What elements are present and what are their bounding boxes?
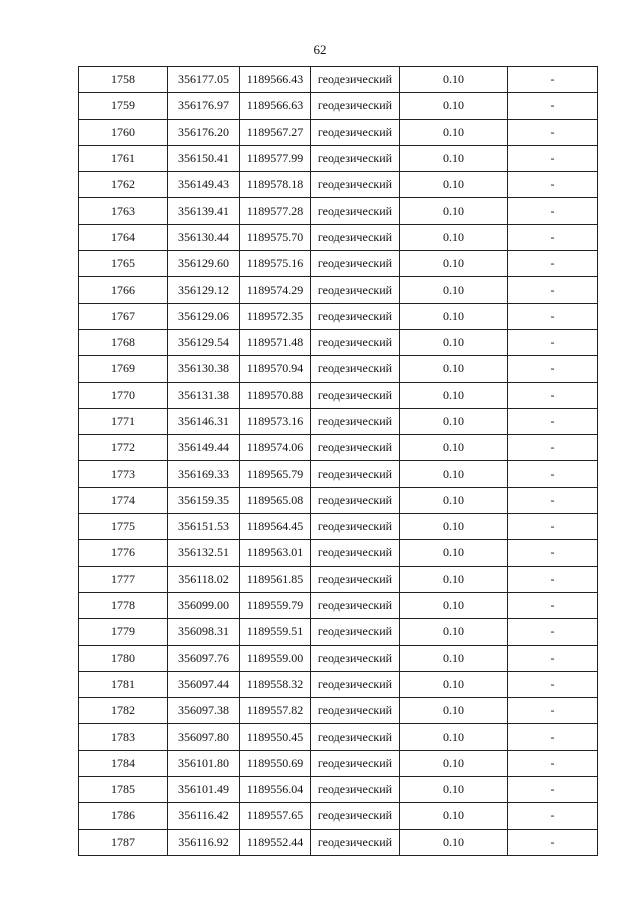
method-cell: геодезический <box>311 303 400 329</box>
point-number-cell: 1758 <box>79 67 168 93</box>
accuracy-cell: 0.10 <box>400 119 508 145</box>
method-cell: геодезический <box>311 172 400 198</box>
method-cell: геодезический <box>311 408 400 434</box>
table-row <box>79 172 598 198</box>
accuracy-cell: 0.10 <box>400 461 508 487</box>
point-number-cell: 1766 <box>79 277 168 303</box>
y-coordinate-cell: 1189577.28 <box>240 198 311 224</box>
y-coordinate-cell: 1189577.99 <box>240 145 311 171</box>
accuracy-cell: 0.10 <box>400 277 508 303</box>
point-number-cell: 1767 <box>79 303 168 329</box>
accuracy-cell: 0.10 <box>400 224 508 250</box>
table-row <box>79 487 598 513</box>
accuracy-cell: 0.10 <box>400 566 508 592</box>
x-coordinate-cell: 356149.44 <box>168 435 240 461</box>
method-cell: геодезический <box>311 724 400 750</box>
accuracy-cell: 0.10 <box>400 540 508 566</box>
note-cell: - <box>508 487 598 513</box>
x-coordinate-cell: 356097.80 <box>168 724 240 750</box>
table-row <box>79 645 598 671</box>
method-cell: геодезический <box>311 803 400 829</box>
point-number-cell: 1774 <box>79 487 168 513</box>
note-cell: - <box>508 93 598 119</box>
accuracy-cell: 0.10 <box>400 829 508 855</box>
x-coordinate-cell: 356099.00 <box>168 592 240 618</box>
method-cell: геодезический <box>311 224 400 250</box>
table-row <box>79 592 598 618</box>
point-number-cell: 1759 <box>79 93 168 119</box>
accuracy-cell: 0.10 <box>400 145 508 171</box>
table-row <box>79 803 598 829</box>
point-number-cell: 1787 <box>79 829 168 855</box>
x-coordinate-cell: 356097.38 <box>168 698 240 724</box>
y-coordinate-cell: 1189574.29 <box>240 277 311 303</box>
note-cell: - <box>508 724 598 750</box>
x-coordinate-cell: 356130.38 <box>168 356 240 382</box>
x-coordinate-cell: 356176.20 <box>168 119 240 145</box>
method-cell: геодезический <box>311 540 400 566</box>
note-cell: - <box>508 540 598 566</box>
note-cell: - <box>508 671 598 697</box>
x-coordinate-cell: 356129.12 <box>168 277 240 303</box>
table-row <box>79 750 598 776</box>
x-coordinate-cell: 356129.54 <box>168 329 240 355</box>
y-coordinate-cell: 1189578.18 <box>240 172 311 198</box>
y-coordinate-cell: 1189561.85 <box>240 566 311 592</box>
accuracy-cell: 0.10 <box>400 671 508 697</box>
method-cell: геодезический <box>311 145 400 171</box>
x-coordinate-cell: 356098.31 <box>168 619 240 645</box>
accuracy-cell: 0.10 <box>400 803 508 829</box>
point-number-cell: 1762 <box>79 172 168 198</box>
method-cell: геодезический <box>311 829 400 855</box>
x-coordinate-cell: 356151.53 <box>168 514 240 540</box>
table-row <box>79 540 598 566</box>
accuracy-cell: 0.10 <box>400 93 508 119</box>
accuracy-cell: 0.10 <box>400 67 508 93</box>
table-row <box>79 435 598 461</box>
y-coordinate-cell: 1189566.43 <box>240 67 311 93</box>
x-coordinate-cell: 356146.31 <box>168 408 240 434</box>
note-cell: - <box>508 592 598 618</box>
x-coordinate-cell: 356129.06 <box>168 303 240 329</box>
note-cell: - <box>508 224 598 250</box>
method-cell: геодезический <box>311 750 400 776</box>
point-number-cell: 1783 <box>79 724 168 750</box>
point-number-cell: 1784 <box>79 750 168 776</box>
y-coordinate-cell: 1189550.69 <box>240 750 311 776</box>
table-row <box>79 408 598 434</box>
note-cell: - <box>508 172 598 198</box>
method-cell: геодезический <box>311 671 400 697</box>
x-coordinate-cell: 356129.60 <box>168 251 240 277</box>
y-coordinate-cell: 1189572.35 <box>240 303 311 329</box>
accuracy-cell: 0.10 <box>400 356 508 382</box>
x-coordinate-cell: 356116.42 <box>168 803 240 829</box>
point-number-cell: 1764 <box>79 224 168 250</box>
note-cell: - <box>508 619 598 645</box>
table-row <box>79 514 598 540</box>
y-coordinate-cell: 1189556.04 <box>240 777 311 803</box>
y-coordinate-cell: 1189563.01 <box>240 540 311 566</box>
y-coordinate-cell: 1189552.44 <box>240 829 311 855</box>
point-number-cell: 1768 <box>79 329 168 355</box>
note-cell: - <box>508 698 598 724</box>
y-coordinate-cell: 1189565.79 <box>240 461 311 487</box>
point-number-cell: 1777 <box>79 566 168 592</box>
point-number-cell: 1775 <box>79 514 168 540</box>
point-number-cell: 1782 <box>79 698 168 724</box>
method-cell: геодезический <box>311 619 400 645</box>
accuracy-cell: 0.10 <box>400 750 508 776</box>
y-coordinate-cell: 1189558.32 <box>240 671 311 697</box>
x-coordinate-cell: 356139.41 <box>168 198 240 224</box>
y-coordinate-cell: 1189573.16 <box>240 408 311 434</box>
accuracy-cell: 0.10 <box>400 724 508 750</box>
note-cell: - <box>508 803 598 829</box>
x-coordinate-cell: 356159.35 <box>168 487 240 513</box>
table-row <box>79 145 598 171</box>
point-number-cell: 1786 <box>79 803 168 829</box>
point-number-cell: 1785 <box>79 777 168 803</box>
accuracy-cell: 0.10 <box>400 198 508 224</box>
y-coordinate-cell: 1189575.70 <box>240 224 311 250</box>
note-cell: - <box>508 329 598 355</box>
note-cell: - <box>508 645 598 671</box>
point-number-cell: 1760 <box>79 119 168 145</box>
x-coordinate-cell: 356101.80 <box>168 750 240 776</box>
table-row <box>79 224 598 250</box>
method-cell: геодезический <box>311 251 400 277</box>
x-coordinate-cell: 356101.49 <box>168 777 240 803</box>
accuracy-cell: 0.10 <box>400 382 508 408</box>
point-number-cell: 1781 <box>79 671 168 697</box>
accuracy-cell: 0.10 <box>400 619 508 645</box>
method-cell: геодезический <box>311 356 400 382</box>
table-row <box>79 777 598 803</box>
note-cell: - <box>508 198 598 224</box>
accuracy-cell: 0.10 <box>400 777 508 803</box>
x-coordinate-cell: 356131.38 <box>168 382 240 408</box>
method-cell: геодезический <box>311 93 400 119</box>
y-coordinate-cell: 1189575.16 <box>240 251 311 277</box>
page-number: 62 <box>313 42 327 57</box>
table-row <box>79 619 598 645</box>
note-cell: - <box>508 829 598 855</box>
note-cell: - <box>508 303 598 329</box>
accuracy-cell: 0.10 <box>400 698 508 724</box>
y-coordinate-cell: 1189559.00 <box>240 645 311 671</box>
table-row <box>79 829 598 855</box>
note-cell: - <box>508 750 598 776</box>
point-number-cell: 1779 <box>79 619 168 645</box>
y-coordinate-cell: 1189574.06 <box>240 435 311 461</box>
table-row <box>79 119 598 145</box>
table-row <box>79 67 598 93</box>
table-row <box>79 198 598 224</box>
accuracy-cell: 0.10 <box>400 487 508 513</box>
note-cell: - <box>508 408 598 434</box>
note-cell: - <box>508 145 598 171</box>
point-number-cell: 1763 <box>79 198 168 224</box>
y-coordinate-cell: 1189559.51 <box>240 619 311 645</box>
accuracy-cell: 0.10 <box>400 408 508 434</box>
point-number-cell: 1776 <box>79 540 168 566</box>
method-cell: геодезический <box>311 461 400 487</box>
accuracy-cell: 0.10 <box>400 172 508 198</box>
x-coordinate-cell: 356150.41 <box>168 145 240 171</box>
method-cell: геодезический <box>311 645 400 671</box>
note-cell: - <box>508 777 598 803</box>
note-cell: - <box>508 461 598 487</box>
x-coordinate-cell: 356169.33 <box>168 461 240 487</box>
note-cell: - <box>508 514 598 540</box>
table-row <box>79 724 598 750</box>
method-cell: геодезический <box>311 198 400 224</box>
method-cell: геодезический <box>311 566 400 592</box>
point-number-cell: 1765 <box>79 251 168 277</box>
method-cell: геодезический <box>311 592 400 618</box>
accuracy-cell: 0.10 <box>400 435 508 461</box>
note-cell: - <box>508 277 598 303</box>
x-coordinate-cell: 356116.92 <box>168 829 240 855</box>
y-coordinate-cell: 1189557.65 <box>240 803 311 829</box>
method-cell: геодезический <box>311 382 400 408</box>
x-coordinate-cell: 356132.51 <box>168 540 240 566</box>
coordinates-table-body <box>79 67 598 856</box>
note-cell: - <box>508 382 598 408</box>
accuracy-cell: 0.10 <box>400 645 508 671</box>
point-number-cell: 1773 <box>79 461 168 487</box>
method-cell: геодезический <box>311 329 400 355</box>
point-number-cell: 1778 <box>79 592 168 618</box>
point-number-cell: 1761 <box>79 145 168 171</box>
table-row <box>79 671 598 697</box>
accuracy-cell: 0.10 <box>400 329 508 355</box>
method-cell: геодезический <box>311 277 400 303</box>
table-row <box>79 461 598 487</box>
accuracy-cell: 0.10 <box>400 592 508 618</box>
accuracy-cell: 0.10 <box>400 514 508 540</box>
y-coordinate-cell: 1189550.45 <box>240 724 311 750</box>
table-row <box>79 329 598 355</box>
x-coordinate-cell: 356130.44 <box>168 224 240 250</box>
y-coordinate-cell: 1189559.79 <box>240 592 311 618</box>
table-row <box>79 566 598 592</box>
point-number-cell: 1769 <box>79 356 168 382</box>
method-cell: геодезический <box>311 514 400 540</box>
x-coordinate-cell: 356118.02 <box>168 566 240 592</box>
point-number-cell: 1780 <box>79 645 168 671</box>
y-coordinate-cell: 1189564.45 <box>240 514 311 540</box>
method-cell: геодезический <box>311 119 400 145</box>
table-row <box>79 277 598 303</box>
accuracy-cell: 0.10 <box>400 251 508 277</box>
method-cell: геодезический <box>311 777 400 803</box>
note-cell: - <box>508 356 598 382</box>
point-number-cell: 1771 <box>79 408 168 434</box>
y-coordinate-cell: 1189566.63 <box>240 93 311 119</box>
y-coordinate-cell: 1189570.88 <box>240 382 311 408</box>
table-row <box>79 303 598 329</box>
x-coordinate-cell: 356149.43 <box>168 172 240 198</box>
note-cell: - <box>508 251 598 277</box>
x-coordinate-cell: 356097.76 <box>168 645 240 671</box>
table-row <box>79 93 598 119</box>
y-coordinate-cell: 1189567.27 <box>240 119 311 145</box>
method-cell: геодезический <box>311 698 400 724</box>
method-cell: геодезический <box>311 67 400 93</box>
method-cell: геодезический <box>311 487 400 513</box>
y-coordinate-cell: 1189565.08 <box>240 487 311 513</box>
note-cell: - <box>508 566 598 592</box>
x-coordinate-cell: 356097.44 <box>168 671 240 697</box>
point-number-cell: 1770 <box>79 382 168 408</box>
table-row <box>79 356 598 382</box>
x-coordinate-cell: 356177.05 <box>168 67 240 93</box>
note-cell: - <box>508 67 598 93</box>
note-cell: - <box>508 435 598 461</box>
accuracy-cell: 0.10 <box>400 303 508 329</box>
table-row <box>79 698 598 724</box>
y-coordinate-cell: 1189570.94 <box>240 356 311 382</box>
table-row <box>79 382 598 408</box>
method-cell: геодезический <box>311 435 400 461</box>
table-row <box>79 251 598 277</box>
note-cell: - <box>508 119 598 145</box>
point-number-cell: 1772 <box>79 435 168 461</box>
y-coordinate-cell: 1189557.82 <box>240 698 311 724</box>
y-coordinate-cell: 1189571.48 <box>240 329 311 355</box>
coordinates-table <box>78 66 598 856</box>
x-coordinate-cell: 356176.97 <box>168 93 240 119</box>
